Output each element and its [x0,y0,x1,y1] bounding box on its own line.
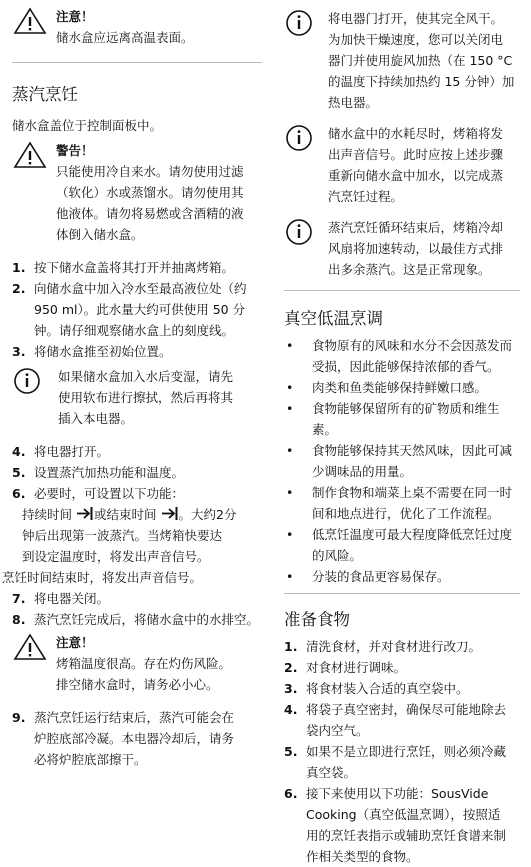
list-item: 5. 如果不是立即进行烹饪，则必须冷藏 真空袋。 [284,744,507,780]
info-icon [12,366,42,396]
list-item: 6. 必要时，可设置以下功能： [12,486,185,501]
warning-text: 储水盒应远离高温表面。 [56,30,194,45]
list-item: 3. 将食材装入合适的真空袋中。 [284,681,469,696]
list-item: 6. 接下来使用以下功能：SousVide Cooking（真空低温烹调），按照适 用的烹饪表指示或辅助烹饪食谱来制 作相关类型的食物。 [284,786,507,864]
section-title-sous-vide: 真空低温烹调 [284,309,383,328]
section-title-steam-cooking: 蒸汽烹饪 [12,85,78,104]
section-title-prepare-food: 准备食物 [284,610,350,629]
left-column: 注意！ 储水盒应远离高温表面。 蒸汽烹饪 储水盒盖位于控制面板中。 警告！ 只能使用冷自来水。请勿使用过滤 （软化）水或蒸馏水。请勿使用其 他液体。请勿将易燃或含酒精的液 体倒入储水盒。 1. 按下储水盒盖将其打开并抽离烤箱。 2. 向储水盒中加入冷水至最高液位处（约 950 ml）。此水量大约可供使用 50 分 钟。请仔细观察储水盒上的刻度线。 3. 将储水盒推至初始位置。 如果储水盒加入水后变湿，请先 使用软布进行擦拭，然后再将其 插入本电器。 4. 将电器打开。 5. 设置蒸汽加热功能和温度。 6. 必要时，可设置以下功能： 持续时间 或结束时间 。大约2分 钟后出现第一波蒸汽。当烤箱快要达 到设定温度时，将发出声音信号。 烹饪时间结束时，将发出声音信号。 7. 将电器关闭。 8. 蒸汽烹饪完成后，将储水盒中的水排空。 注意！ 烤箱温度很高。存在灼伤风险。 排空储水盒时，请务必小心。 9. 蒸汽烹饪运行结束后，蒸汽可能会在 炉腔底部冷凝。本电器冷却后，请务 必将炉腔底部擦干。 [12,0,262,770]
list-item: • 分装的食品更容易保存。 [286,569,450,584]
info-note: 储水盒中的水耗尽时，烤箱将发 出声音信号。此时应按上述步骤 重新向储水盒中加水，以完成蒸 汽烹饪过程。 [284,123,520,207]
list-item: 1. 按下储水盒盖将其打开并抽离烤箱。 [12,260,235,275]
steps-list [12,441,262,504]
list-item: 3. 将储水盒推至初始位置。 [12,344,172,359]
intro-text: 储水盒盖位于控制面板中。 [12,118,163,133]
list-item: • 食物能够保留所有的矿物质和维生素。 [286,401,500,437]
list-item: • 低烹饪温度可最大程度降低烹饪过度 的风险。 [286,527,513,563]
list-item: 9. 蒸汽烹饪运行结束后，蒸汽可能会在 炉腔底部冷凝。本电器冷却后，请务 必将炉腔底部擦干。 [12,710,235,767]
list-item: 7. 将电器关闭。 [12,591,110,606]
warning-block: 注意！ 烤箱温度很高。存在灼伤风险。 排空储水盒时，请务必小心。 [12,632,262,695]
steps-list [284,636,520,867]
duration-icon [76,506,94,521]
list-item: 8. 蒸汽烹饪完成后，将储水盒中的水排空。 [12,612,260,627]
steps-list [12,588,262,630]
list-item: • 肉类和鱼类能够保持鲜嫩口感。 [286,380,488,395]
warning-triangle-icon [12,632,48,662]
after-step6-text: 烹饪时间结束时，将发出声音信号。 [2,570,203,585]
info-note: 将电器门打开，使其完全风干。 为加快干燥速度，您可以关闭电 器门并使用旋风加热（在 150 °C 的温度下持续加热约 15 分钟）加 热电器。 [284,8,520,113]
info-note: 如果储水盒加入水后变湿，请先 使用软布进行擦拭，然后再将其 插入本电器。 [12,366,262,429]
list-item: 2. 向储水盒中加入冷水至最高液位处（约 950 ml）。此水量大约可供使用 50 分 钟。请仔细观察储水盒上的刻度线。 [12,281,247,338]
warning-block [12,140,262,245]
warning-line: 他液体。请勿将易燃或含酒精的液 [56,206,244,221]
warning-title: 注意！ [56,9,94,24]
step6-functions-line: 持续时间 或结束时间 。大约2分 [22,507,237,522]
list-item: 5. 设置蒸汽加热功能和温度。 [12,465,185,480]
top-warning [12,6,262,48]
warning-line: 只能使用冷自来水。请勿使用过滤 [56,164,244,179]
right-column [284,0,520,867]
info-icon [284,8,314,38]
bullet-list [284,335,520,587]
steps-list [12,707,262,770]
list-item: 4. 将电器打开。 [12,444,110,459]
list-item: • 制作食物和端菜上桌不需要在同一时 间和地点进行，优化了工作流程。 [286,485,513,521]
list-item: • 食物原有的风味和水分不会因蒸发而 受损，因此能够保持浓郁的香气。 [286,338,513,374]
list-item: • 食物能够保持其天然风味，因此可减 少调味品的用量。 [286,443,513,479]
info-note: 蒸汽烹饪循环结束后，烤箱冷却 风扇将加速转动，以最佳方式排 出多余蒸汽。这是正常现象。 [284,217,520,280]
info-icon [284,123,314,153]
warning-title: 警告！ [56,143,94,158]
info-icon [284,217,314,247]
steps-list [12,257,262,362]
warning-triangle-icon [12,6,48,36]
list-item: 1. 清洗食材，并对食材进行改刀。 [284,639,482,654]
list-item: 4. 将袋子真空密封，确保尽可能地除去 袋内空气。 [284,702,507,738]
warning-triangle-icon [12,140,48,170]
end-time-icon [161,506,179,521]
warning-line: （软化）水或蒸馏水。请勿使用其 [56,185,244,200]
list-item: 2. 对食材进行调味。 [284,660,407,675]
warning-line: 体倒入储水盒。 [56,227,144,242]
